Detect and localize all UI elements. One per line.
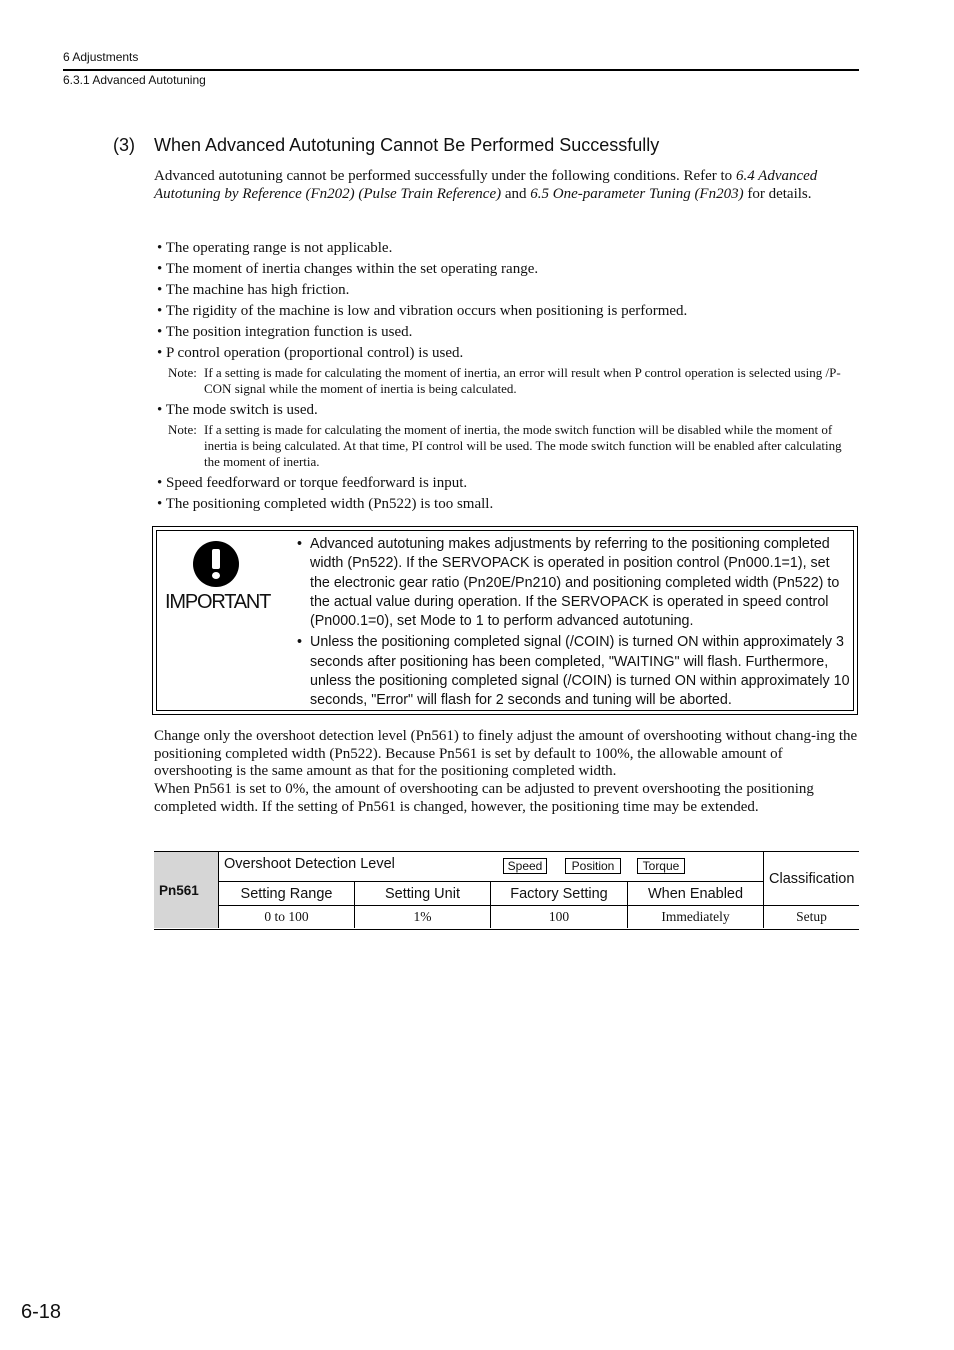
- header-factory-setting: Factory Setting: [490, 881, 627, 905]
- condition-item: • The operating range is not applicable.: [157, 240, 393, 256]
- intro-text-1: Advanced autotuning cannot be performed successfully under the following conditions. Refer to: [154, 168, 736, 184]
- intro-paragraph: [154, 168, 859, 203]
- value-setting-range: 0 to 100: [218, 905, 354, 928]
- parameter-name: Overshoot Detection Level: [224, 856, 395, 872]
- overshoot-paragraph-1: Change only the overshoot detection level (Pn561) to finely adjust the amount of overshooting without chang-ing the positioning completed width (Pn522). Because Pn561 is set by default to 100%, the allowable amount of overshooting is the same amount as that for the positioning completed width.: [154, 728, 858, 780]
- note-p-control: [157, 365, 857, 397]
- page-number: 6-18: [21, 1301, 62, 1323]
- condition-item: • The moment of inertia changes within the set operating range.: [157, 261, 539, 277]
- value-factory-setting: 100: [490, 905, 627, 928]
- note-text: If a setting is made for calculating the moment of inertia, an error will result when P control operation is selected using /P-CON signal while the moment of inertia is being calculated.: [204, 365, 841, 396]
- value-classification: Setup: [763, 905, 859, 928]
- value-setting-unit: 1%: [354, 905, 490, 928]
- condition-item: • P control operation (proportional control) is used.: [157, 345, 464, 361]
- note-label: Note:: [168, 422, 197, 437]
- condition-item: • The mode switch is used.: [157, 402, 318, 418]
- header-when-enabled: When Enabled: [627, 881, 763, 905]
- important-list: [293, 535, 853, 713]
- exclamation-icon: [193, 541, 239, 587]
- important-item: • Advanced autotuning makes adjustments by referring to the positioning completed width (Pn522). If the SERVOPACK is operated in position control (Pn000.1=1), set the electronic gear ratio (Pn20E/Pn210) and positioning completed width (Pn522) to the actual value during operation. If the SERVOPACK is operated in speed control (Pn000.1=0), set Mode to 1 to perform advanced autotuning.: [293, 535, 853, 631]
- section-heading: [113, 135, 659, 156]
- header-setting-unit: Setting Unit: [354, 881, 490, 905]
- running-header-section: 6.3.1 Advanced Autotuning: [63, 73, 206, 87]
- condition-item: • The positioning completed width (Pn522) is too small.: [157, 496, 494, 512]
- section-title: When Advanced Autotuning Cannot Be Performed Successfully: [154, 135, 660, 155]
- mode-tag-position: Position: [565, 858, 621, 874]
- important-box: [152, 526, 858, 715]
- header-rule: [63, 69, 859, 71]
- note-label: Note:: [168, 365, 197, 380]
- note-text: If a setting is made for calculating the moment of inertia, the mode switch function will be disabled while the moment of inertia is being calculated. At that time, PI control will be used. The mode switch function will be enabled after calculating the moment of inertia.: [204, 422, 842, 469]
- mode-tag-torque: Torque: [637, 858, 685, 874]
- mode-tag-speed: Speed: [503, 858, 547, 874]
- parameter-name-cell: [218, 852, 763, 881]
- parameter-table: [154, 851, 859, 930]
- condition-item: • The rigidity of the machine is low and vibration occurs when positioning is performed.: [157, 303, 688, 319]
- classification-header: Classification: [763, 852, 859, 905]
- condition-item: • Speed feedforward or torque feedforward is input.: [157, 475, 468, 491]
- value-when-enabled: Immediately: [627, 905, 763, 928]
- condition-item: • The machine has high friction.: [157, 282, 350, 298]
- condition-item: • The position integration function is used.: [157, 324, 413, 340]
- overshoot-paragraph-2: When Pn561 is set to 0%, the amount of overshooting can be adjusted to prevent overshooting the positioning completed width. If the setting of Pn561 is changed, however, the positioning time may be extended.: [154, 781, 814, 815]
- reference-fn203: 6.5 One-parameter Tuning (Fn203): [530, 185, 744, 202]
- intro-text-2: and: [501, 185, 531, 202]
- note-mode-switch: [157, 422, 857, 470]
- section-number: (3): [113, 135, 135, 155]
- running-header-chapter: 6 Adjustments: [63, 50, 139, 64]
- parameter-number: Pn561: [154, 852, 218, 928]
- header-setting-range: Setting Range: [218, 881, 354, 905]
- conditions-list: [157, 238, 857, 515]
- intro-text-3: for details.: [743, 185, 812, 202]
- important-item: • Unless the positioning completed signal (/COIN) is turned ON within approximately 3 seconds after positioning has been completed, "WAITING" will flash. Furthermore, unless the positioning completed signal (/COIN) is turned ON within approximately 10 seconds, "Error" will flash for 2 seconds and tuning will be aborted.: [293, 633, 853, 710]
- important-inner-frame: [156, 530, 854, 711]
- reference-fn202: 6.4 Advanced Autotuning by Reference (Fn202) (Pulse Train Reference): [154, 168, 818, 202]
- important-label: IMPORTANT: [165, 591, 271, 613]
